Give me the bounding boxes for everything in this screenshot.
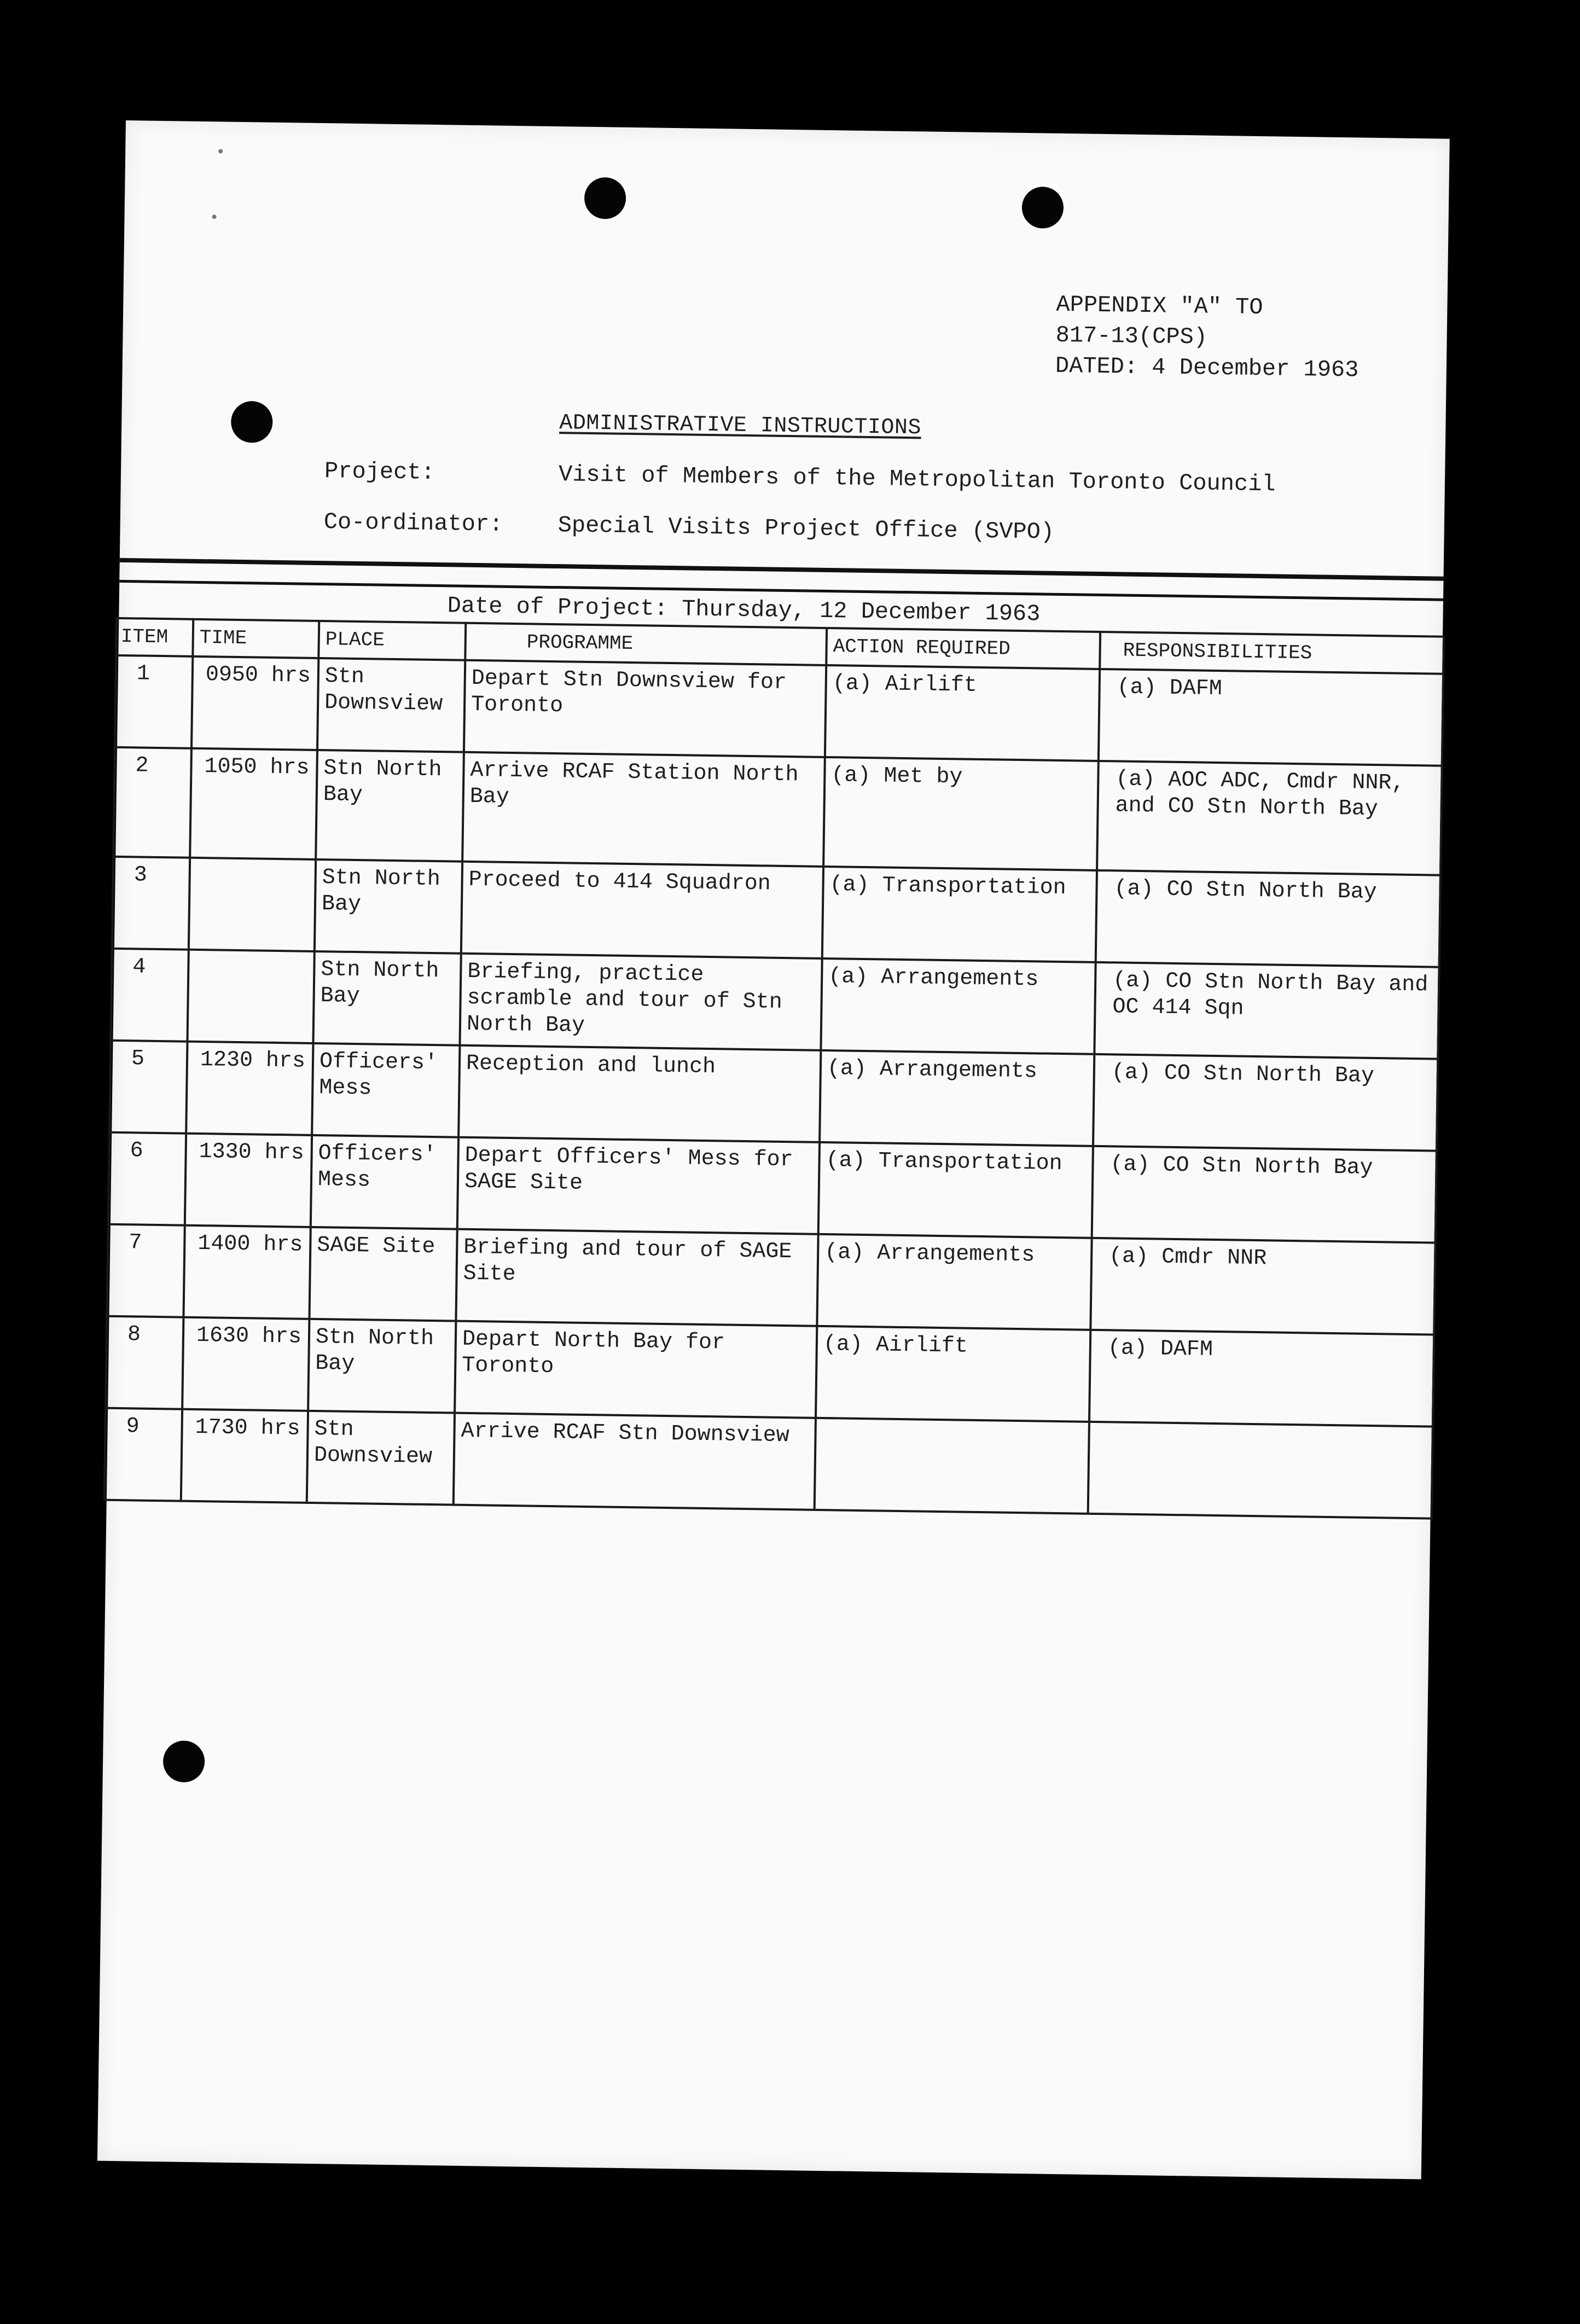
- punch-hole-side-lower: [163, 1740, 205, 1782]
- header-item: ITEM: [116, 618, 193, 656]
- cell-programme: Proceed to 414 Squadron: [461, 862, 823, 958]
- cell-place: Officers' Mess: [311, 1135, 458, 1229]
- cell-action: (a) Arrangements: [821, 958, 1095, 1054]
- cell-item: 2: [113, 747, 191, 858]
- cell-programme: Depart North Bay for Toronto: [455, 1321, 817, 1418]
- table-row: [111, 949, 1439, 1059]
- cell-programme: Depart Officers' Mess for SAGE Site: [457, 1137, 820, 1234]
- header-action: ACTION REQUIRED: [826, 628, 1100, 669]
- cell-item: 3: [112, 857, 190, 950]
- project-label: Project:: [324, 458, 435, 486]
- cell-responsibilities: [1088, 1422, 1433, 1519]
- table-row: [104, 1408, 1433, 1519]
- cell-time: 1330 hrs: [185, 1134, 312, 1227]
- cell-time: 0950 hrs: [191, 656, 318, 750]
- header-rule: [120, 558, 1444, 581]
- cell-programme: Reception and lunch: [458, 1045, 821, 1142]
- speck: [212, 214, 216, 219]
- punch-hole-top-left: [584, 177, 626, 219]
- cell-place: Officers' Mess: [312, 1043, 460, 1137]
- cell-action: (a) Arrangements: [817, 1234, 1091, 1330]
- cell-responsibilities: (a) CO Stn North Bay: [1096, 870, 1440, 967]
- cell-time: [188, 950, 315, 1043]
- cell-item: 6: [108, 1132, 186, 1225]
- cell-responsibilities: (a) Cmdr NNR: [1090, 1238, 1435, 1335]
- document-page: [97, 120, 1450, 2179]
- table-row: [108, 1132, 1437, 1243]
- project-value: Visit of Members of the Metropolitan Toronto Council: [558, 461, 1276, 498]
- table-row: [115, 655, 1443, 766]
- cell-place: SAGE Site: [309, 1227, 457, 1321]
- cell-action: (a) Airlift: [825, 665, 1100, 761]
- cell-responsibilities: (a) DAFM: [1089, 1330, 1434, 1427]
- cell-programme: Arrive RCAF Station North Bay: [462, 752, 825, 867]
- document-title: ADMINISTRATIVE INSTRUCTIONS: [559, 411, 922, 441]
- cell-action: [815, 1418, 1089, 1514]
- cell-responsibilities: (a) CO Stn North Bay: [1093, 1054, 1438, 1151]
- cell-item: 7: [107, 1224, 184, 1317]
- coordinator-label: Co-ordinator:: [323, 509, 503, 538]
- cell-time: 1730 hrs: [181, 1409, 308, 1503]
- cell-place: Stn North Bay: [308, 1319, 456, 1413]
- cell-programme: Briefing, practice scramble and tour of Stn North Bay: [460, 954, 822, 1050]
- cell-place: Stn Downsview: [317, 658, 465, 752]
- cell-responsibilities: (a) CO Stn North Bay and OC 414 Sqn: [1094, 962, 1439, 1059]
- cell-action: (a) Met by: [823, 757, 1099, 870]
- cell-action: (a) Transportation: [818, 1142, 1093, 1238]
- cell-responsibilities: (a) DAFM: [1099, 669, 1443, 766]
- cell-place: Stn Downsview: [307, 1411, 455, 1505]
- cell-action: (a) Transportation: [822, 867, 1097, 962]
- appendix-reference: [1055, 289, 1360, 386]
- cell-time: 1400 hrs: [183, 1225, 310, 1319]
- cell-responsibilities: (a) AOC ADC, Cmdr NNR, and CO Stn North Bay: [1097, 761, 1442, 875]
- cell-item: 1: [115, 655, 193, 748]
- table-row: [109, 1041, 1438, 1151]
- cell-place: Stn North Bay: [316, 750, 464, 862]
- header-place: PLACE: [318, 621, 466, 660]
- cell-item: 8: [106, 1316, 183, 1409]
- cell-programme: Depart Stn Downsview for Toronto: [464, 660, 826, 757]
- punch-hole-top-right: [1021, 187, 1064, 229]
- appendix-line-2: 817-13(CPS): [1055, 322, 1208, 351]
- coordinator-value: Special Visits Project Office (SVPO): [557, 512, 1055, 545]
- cell-item: 5: [109, 1041, 187, 1134]
- appendix-line-3: DATED: 4 December 1963: [1055, 352, 1359, 384]
- header-time: TIME: [193, 619, 319, 658]
- cell-item: 9: [104, 1408, 182, 1501]
- speck: [218, 149, 223, 153]
- cell-time: [189, 858, 316, 951]
- cell-time: 1230 hrs: [186, 1042, 313, 1135]
- cell-time: 1630 hrs: [182, 1317, 309, 1411]
- punch-hole-side-upper: [231, 401, 273, 443]
- cell-action: (a) Arrangements: [820, 1050, 1094, 1146]
- table-row: [106, 1316, 1434, 1427]
- header-responsibilities: RESPONSIBILITIES: [1100, 632, 1444, 674]
- cell-programme: Arrive RCAF Stn Downsview: [454, 1413, 816, 1510]
- table-row: [112, 857, 1440, 967]
- schedule-table: [103, 617, 1445, 1520]
- cell-item: 4: [111, 949, 189, 1042]
- date-of-project: Date of Project: Thursday, 12 December 1963: [447, 592, 1041, 628]
- cell-place: Stn North Bay: [315, 859, 462, 954]
- cell-action: (a) Airlift: [816, 1326, 1090, 1422]
- table-row: [113, 747, 1442, 875]
- cell-time: 1050 hrs: [190, 748, 317, 859]
- cell-programme: Briefing and tour of SAGE Site: [456, 1229, 818, 1326]
- header-programme: PROGRAMME: [465, 623, 827, 665]
- appendix-line-1: APPENDIX "A" TO: [1056, 291, 1263, 321]
- table-row: [107, 1224, 1435, 1335]
- cell-responsibilities: (a) CO Stn North Bay: [1092, 1146, 1437, 1243]
- cell-place: Stn North Bay: [313, 951, 461, 1045]
